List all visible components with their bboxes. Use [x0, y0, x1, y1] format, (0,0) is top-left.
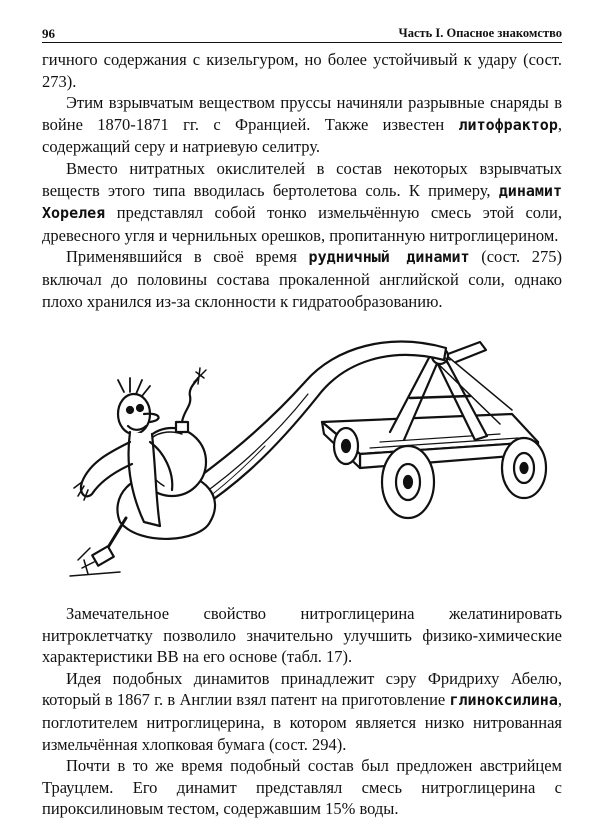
paragraph-3-text-b: представлял собой тонко измельчённую смесь этой соли, древесного угля и чернильных орешков, пропитанную нитроглицерином. [42, 203, 562, 245]
cart-wheel-rear [502, 438, 546, 498]
mallet-and-pin [70, 518, 126, 576]
term-lithofractor: литофрактор [458, 115, 558, 134]
cart-wheel-back-left [334, 428, 358, 464]
bottom-text-block [42, 603, 562, 820]
paragraph-6 [42, 668, 562, 755]
paragraph-3-text-a: Вместо нитратных окислителей в состав некоторых взрывчатых веществ этого типа вводилась бертолетова соль. К примеру, [42, 158, 562, 200]
paragraph-2 [42, 92, 562, 158]
page-number: 96 [42, 26, 55, 41]
paragraph-4-text-a: Применявшийся в своё время [66, 247, 309, 267]
paragraph-7: Почти в то же время подобный состав был предложен австрийцем Трауцлем. Его динамит представлял смесь нитроглицерина с пироксилиновым тестом, содержавшим 15% воды. [42, 756, 562, 819]
page-header [42, 26, 562, 43]
paragraph-3 [42, 158, 562, 246]
top-text-block [42, 49, 562, 312]
paragraph-5: Замечательное свойство нитроглицерина желатинировать нитроклетчатку позволило значительно улучшить физико-химические характеристики ВВ на его основе (табл. 17). [42, 604, 562, 667]
running-head: Часть I. Опасное знакомство [398, 26, 562, 40]
paragraph-6-text-b: , поглотителем нитроглицерина, в котором является низко нитрованная измельчённая хлопковая бумага (сост. 294). [42, 690, 562, 754]
term-mine-dynamite: рудничный динамит [308, 248, 470, 267]
catapult-cartoon-illustration [60, 322, 560, 584]
paragraph-1: гичного содержания с кизельгуром, но более устойчивый к удару (сост. 273). [42, 50, 562, 91]
term-glinoxylin: глиноксилина [449, 691, 558, 710]
paragraph-6-text-a: Идея подобных динамитов принадлежит сэру Фридриху Абелю, который в 1867 г. в Англии взял патент на приготовление [42, 668, 562, 710]
paragraph-4-text-b: (сост. 275) включал до половины состава прокаленной английской соли, однако плохо хранился из-за склонности к гидратообразованию. [42, 247, 562, 311]
term-horeley-dynamite: динамит Хорелея [42, 181, 562, 223]
paragraph-2-text-a: Этим взрывчатым веществом пруссы начиняли разрывные снаряды в войне 1870-1871 гг. с Францией. Также известен [42, 93, 562, 134]
paragraph-4 [42, 246, 562, 312]
cart-wheel-front [382, 446, 434, 518]
paragraph-2-text-b: , содержащий серу и натриевую селитру. [42, 114, 562, 157]
